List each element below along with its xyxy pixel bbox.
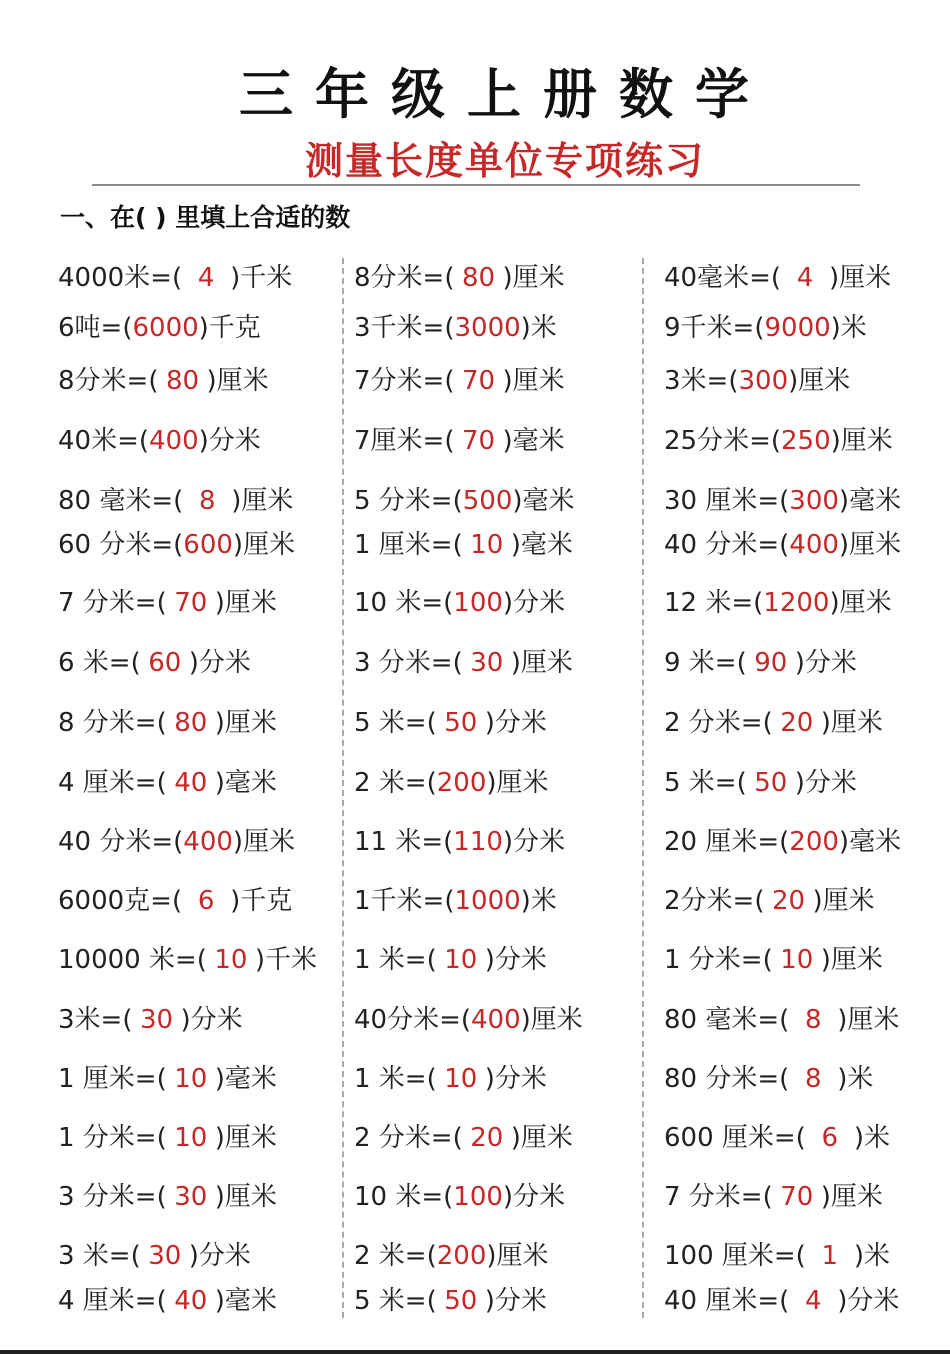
exercise-item — [58, 1059, 277, 1099]
exercise-item — [354, 481, 575, 521]
unit-text: )厘米 — [232, 827, 296, 857]
exercise-item — [354, 1281, 547, 1321]
answer-value: 250 — [781, 426, 831, 456]
unit-text: )分米 — [502, 588, 566, 618]
question-text: 5 分米=( — [354, 486, 463, 516]
question-text: 40毫米=( — [664, 263, 782, 293]
exercise-item — [58, 361, 269, 401]
answer-value: 400 — [471, 1005, 521, 1035]
question-text: 8 分米=( — [58, 708, 167, 738]
unit-text: )分米 — [794, 768, 857, 798]
exercise-item — [354, 1000, 583, 1040]
exercise-item — [58, 583, 277, 623]
exercise-row — [0, 940, 950, 980]
answer-value: 40 — [174, 1286, 208, 1316]
exercise-row — [0, 361, 950, 401]
unit-text: )米 — [520, 313, 557, 343]
answer-value: 3000 — [454, 313, 521, 343]
unit-text: )分米 — [188, 1241, 251, 1271]
unit-text: )厘米 — [214, 588, 277, 618]
answer-value: 1000 — [454, 886, 521, 916]
unit-text: )毫米 — [838, 486, 902, 516]
answer-value: 90 — [754, 648, 788, 678]
exercise-item — [58, 940, 317, 980]
question-text: 40 分米=( — [664, 530, 790, 560]
question-text: 20 厘米=( — [664, 827, 790, 857]
exercise-item — [354, 940, 547, 980]
exercise-item — [58, 1281, 277, 1321]
unit-text: )厘米 — [510, 648, 573, 678]
exercise-row — [0, 643, 950, 683]
answer-value: 200 — [789, 827, 839, 857]
unit-text: )分米 — [198, 426, 261, 456]
question-text: 6吨=( — [58, 313, 133, 343]
answer-value: 50 — [444, 708, 478, 738]
question-text: 40 厘米=( — [664, 1286, 790, 1316]
answer-value: 9000 — [764, 313, 831, 343]
answer-value: 200 — [436, 768, 487, 798]
question-text: 1 米=( — [354, 945, 437, 975]
unit-text: )米 — [853, 1123, 890, 1153]
answer-value: 100 — [453, 1182, 503, 1212]
exercise-row — [0, 1281, 950, 1321]
unit-text: )分米 — [837, 1286, 900, 1316]
exercise-item — [664, 940, 883, 980]
exercise-item — [354, 361, 565, 401]
question-text: 4000米=( — [58, 263, 183, 293]
exercise-item — [664, 421, 893, 461]
exercise-item — [58, 763, 277, 803]
question-text: 2 米=( — [354, 768, 437, 798]
answer-value: 30 — [174, 1182, 208, 1212]
question-text: 1 厘米=( — [354, 530, 463, 560]
unit-text: )厘米 — [214, 1182, 277, 1212]
exercise-row — [0, 525, 950, 565]
answer-value: 4 — [796, 263, 814, 293]
exercise-item — [354, 1059, 547, 1099]
exercise-row — [0, 308, 950, 348]
question-text: 9千米=( — [664, 313, 765, 343]
exercise-item — [354, 583, 565, 623]
exercise-item — [664, 308, 867, 348]
question-text: 3米=( — [58, 1005, 133, 1035]
question-text: 10 米=( — [354, 1182, 454, 1212]
exercise-item — [664, 822, 901, 862]
answer-value: 10 — [214, 945, 248, 975]
question-text: 7厘米=( — [354, 426, 455, 456]
title-divider — [92, 184, 860, 186]
unit-text: )厘米 — [232, 530, 296, 560]
unit-text: )厘米 — [830, 426, 893, 456]
question-text: 7 分米=( — [664, 1182, 773, 1212]
exercise-item — [58, 258, 292, 298]
unit-text: )厘米 — [820, 708, 883, 738]
exercise-item — [354, 1177, 565, 1217]
question-text: 80 毫米=( — [664, 1005, 790, 1035]
exercise-item — [58, 1000, 243, 1040]
answer-value: 200 — [436, 1241, 487, 1271]
unit-text: )毫米 — [838, 827, 902, 857]
question-text: 6 米=( — [58, 648, 141, 678]
question-text: 4 厘米=( — [58, 768, 167, 798]
answer-value: 6 — [821, 1123, 839, 1153]
exercise-item — [664, 1177, 883, 1217]
exercise-item — [354, 1236, 549, 1276]
exercise-row — [0, 703, 950, 743]
answer-value: 10 — [444, 1064, 478, 1094]
exercise-row — [0, 481, 950, 521]
exercise-row — [0, 1236, 950, 1276]
question-text: 60 分米=( — [58, 530, 184, 560]
unit-text: )厘米 — [788, 366, 851, 396]
exercise-row — [0, 1000, 950, 1040]
exercise-item — [354, 421, 565, 461]
question-text: 1 分米=( — [664, 945, 773, 975]
answer-value: 40 — [174, 768, 208, 798]
unit-text: )毫米 — [502, 426, 565, 456]
answer-value: 8 — [805, 1064, 822, 1094]
answer-value: 6000 — [132, 313, 199, 343]
unit-text: )厘米 — [206, 366, 269, 396]
exercise-item — [354, 525, 573, 565]
unit-text: )米 — [853, 1241, 890, 1271]
answer-value: 4 — [805, 1286, 822, 1316]
unit-text: )厘米 — [820, 1182, 883, 1212]
exercise-row — [0, 1177, 950, 1217]
question-text: 8分米=( — [354, 263, 455, 293]
unit-text: )分米 — [484, 1064, 547, 1094]
question-text: 3 米=( — [58, 1241, 141, 1271]
unit-text: )分米 — [794, 648, 857, 678]
unit-text: )千米 — [230, 263, 293, 293]
unit-text: )分米 — [484, 708, 547, 738]
exercise-item — [58, 525, 295, 565]
answer-value: 1200 — [763, 588, 830, 618]
exercise-row — [0, 881, 950, 921]
exercise-row — [0, 583, 950, 623]
exercise-item — [58, 308, 261, 348]
page-title: 三年级上册数学 — [239, 62, 771, 126]
answer-value: 300 — [789, 486, 839, 516]
exercise-item — [664, 481, 901, 521]
unit-text: )千克 — [230, 886, 293, 916]
unit-text: )分米 — [484, 1286, 547, 1316]
answer-value: 4 — [197, 263, 215, 293]
answer-value: 400 — [183, 827, 233, 857]
question-text: 11 米=( — [354, 827, 454, 857]
question-text: 1 米=( — [354, 1064, 437, 1094]
answer-value: 8 — [805, 1005, 822, 1035]
answer-value: 80 — [461, 263, 496, 293]
question-text: 3米=( — [664, 366, 739, 396]
exercise-item — [354, 643, 573, 683]
unit-text: )厘米 — [510, 1123, 573, 1153]
exercise-item — [58, 643, 251, 683]
unit-text: )分米 — [502, 827, 566, 857]
exercise-item — [354, 822, 565, 862]
unit-text: )厘米 — [812, 886, 875, 916]
exercise-item — [664, 1281, 899, 1321]
answer-value: 20 — [771, 886, 806, 916]
answer-value: 70 — [174, 588, 208, 618]
answer-value: 70 — [780, 1182, 814, 1212]
unit-text: )厘米 — [214, 708, 277, 738]
exercise-item — [664, 1236, 890, 1276]
exercise-row — [0, 763, 950, 803]
answer-value: 10 — [470, 530, 504, 560]
question-text: 25分米=( — [664, 426, 782, 456]
unit-text: )千米 — [254, 945, 318, 975]
answer-value: 60 — [148, 648, 182, 678]
unit-text: )厘米 — [820, 945, 883, 975]
answer-value: 400 — [149, 426, 199, 456]
exercise-item — [58, 421, 261, 461]
exercise-item — [354, 308, 557, 348]
exercise-item — [664, 1118, 890, 1158]
answer-value: 600 — [183, 530, 233, 560]
answer-value: 8 — [199, 486, 216, 516]
page-subtitle: 测量长度单位专项练习 — [304, 138, 705, 183]
section-heading: 一、在( ) 里填上合适的数 — [60, 203, 351, 232]
answer-value: 80 — [174, 708, 208, 738]
question-text: 10 米=( — [354, 588, 454, 618]
answer-value: 30 — [148, 1241, 182, 1271]
question-text: 1 分米=( — [58, 1123, 167, 1153]
unit-text: )分米 — [484, 945, 547, 975]
exercise-item — [354, 763, 549, 803]
answer-value: 20 — [780, 708, 814, 738]
answer-value: 300 — [738, 366, 789, 396]
exercise-item — [354, 258, 565, 298]
exercise-item — [354, 703, 547, 743]
question-text: 7分米=( — [354, 366, 455, 396]
exercise-item — [58, 481, 293, 521]
unit-text: )毫米 — [214, 1286, 277, 1316]
unit-text: )米 — [830, 313, 867, 343]
answer-value: 1 — [821, 1241, 839, 1271]
unit-text: )厘米 — [520, 1005, 583, 1035]
exercise-row — [0, 1118, 950, 1158]
unit-text: )毫米 — [214, 768, 277, 798]
unit-text: )厘米 — [502, 263, 565, 293]
exercise-row — [0, 1059, 950, 1099]
question-text: 10000 米=( — [58, 945, 207, 975]
question-text: 2 米=( — [354, 1241, 437, 1271]
answer-value: 10 — [780, 945, 814, 975]
question-text: 4 厘米=( — [58, 1286, 167, 1316]
answer-value: 10 — [444, 945, 478, 975]
question-text: 7 分米=( — [58, 588, 167, 618]
exercise-item — [664, 643, 857, 683]
answer-value: 10 — [174, 1123, 208, 1153]
exercise-item — [664, 703, 883, 743]
exercise-item — [354, 1118, 573, 1158]
question-text: 6000克=( — [58, 886, 183, 916]
answer-value: 500 — [462, 486, 513, 516]
unit-text: )分米 — [502, 1182, 566, 1212]
answer-value: 400 — [789, 530, 839, 560]
question-text: 8分米=( — [58, 366, 159, 396]
question-text: 1 厘米=( — [58, 1064, 167, 1094]
unit-text: )毫米 — [512, 486, 575, 516]
question-text: 2 分米=( — [664, 708, 773, 738]
question-text: 3 分米=( — [58, 1182, 167, 1212]
question-text: 80 分米=( — [664, 1064, 790, 1094]
question-text: 600 厘米=( — [664, 1123, 806, 1153]
unit-text: )厘米 — [837, 1005, 900, 1035]
exercise-item — [354, 881, 557, 921]
answer-value: 70 — [461, 366, 496, 396]
unit-text: )厘米 — [829, 263, 892, 293]
unit-text: )厘米 — [231, 486, 294, 516]
page-bottom-border — [0, 1350, 950, 1354]
unit-text: )厘米 — [486, 1241, 549, 1271]
exercise-item — [58, 1236, 251, 1276]
question-text: 3千米=( — [354, 313, 455, 343]
question-text: 5 米=( — [664, 768, 747, 798]
exercise-item — [58, 881, 292, 921]
question-text: 1千米=( — [354, 886, 455, 916]
question-text: 40分米=( — [354, 1005, 472, 1035]
exercise-item — [58, 1177, 277, 1217]
unit-text: )厘米 — [214, 1123, 277, 1153]
exercise-item — [58, 1118, 277, 1158]
question-text: 5 米=( — [354, 708, 437, 738]
exercise-item — [58, 703, 277, 743]
exercise-item — [664, 258, 891, 298]
answer-value: 80 — [165, 366, 200, 396]
answer-value: 10 — [174, 1064, 208, 1094]
question-text: 2分米=( — [664, 886, 765, 916]
answer-value: 110 — [453, 827, 503, 857]
exercise-row — [0, 421, 950, 461]
unit-text: )毫米 — [214, 1064, 277, 1094]
question-text: 80 毫米=( — [58, 486, 184, 516]
exercise-item — [664, 1000, 899, 1040]
exercise-item — [664, 763, 857, 803]
exercise-row — [0, 822, 950, 862]
unit-text: )厘米 — [838, 530, 902, 560]
question-text: 12 米=( — [664, 588, 764, 618]
answer-value: 100 — [453, 588, 503, 618]
unit-text: )分米 — [180, 1005, 243, 1035]
answer-value: 30 — [139, 1005, 174, 1035]
answer-value: 30 — [470, 648, 504, 678]
answer-value: 50 — [444, 1286, 478, 1316]
exercise-row — [0, 258, 950, 298]
answer-value: 20 — [470, 1123, 504, 1153]
question-text: 100 厘米=( — [664, 1241, 806, 1271]
exercise-item — [664, 361, 850, 401]
question-text: 9 米=( — [664, 648, 747, 678]
answer-value: 50 — [754, 768, 788, 798]
question-text: 40米=( — [58, 426, 150, 456]
exercise-item — [664, 583, 892, 623]
exercise-item — [664, 881, 875, 921]
exercise-item — [664, 1059, 873, 1099]
question-text: 30 厘米=( — [664, 486, 790, 516]
question-text: 5 米=( — [354, 1286, 437, 1316]
unit-text: )厘米 — [502, 366, 565, 396]
question-text: 40 分米=( — [58, 827, 184, 857]
question-text: 3 分米=( — [354, 648, 463, 678]
unit-text: )千克 — [198, 313, 261, 343]
exercise-item — [58, 822, 295, 862]
answer-value: 70 — [461, 426, 496, 456]
answer-value: 6 — [197, 886, 215, 916]
unit-text: )米 — [520, 886, 557, 916]
unit-text: )米 — [837, 1064, 874, 1094]
unit-text: )厘米 — [829, 588, 892, 618]
unit-text: )毫米 — [510, 530, 573, 560]
question-text: 2 分米=( — [354, 1123, 463, 1153]
unit-text: )分米 — [188, 648, 251, 678]
unit-text: )厘米 — [486, 768, 549, 798]
exercise-item — [664, 525, 901, 565]
